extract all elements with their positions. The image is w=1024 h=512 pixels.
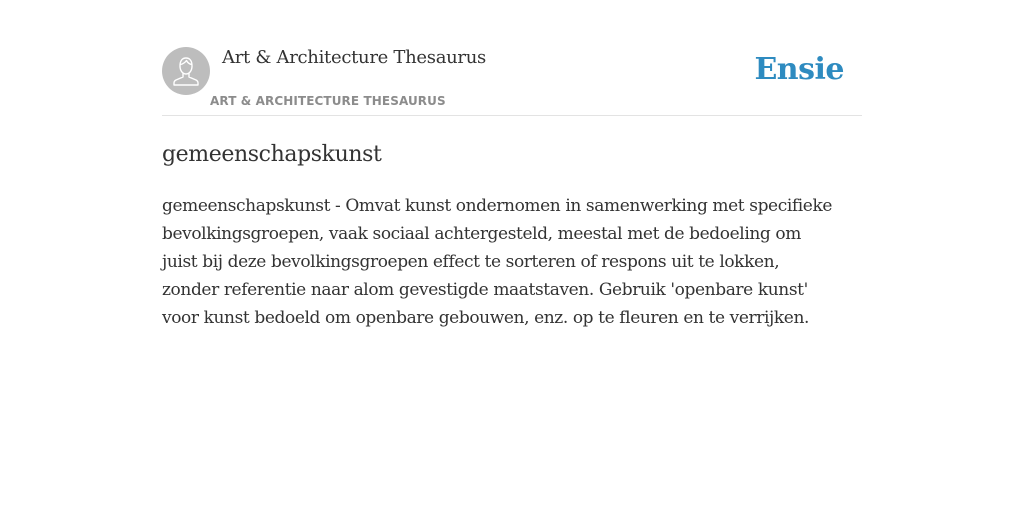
- definition-line: voor kunst bedoeld om openbare gebouwen, enz. op te fleuren en te verrijken.: [162, 308, 809, 328]
- author-name[interactable]: Art & Architecture Thesaurus: [222, 47, 486, 68]
- source-label[interactable]: ART & ARCHITECTURE THESAURUS: [210, 94, 446, 108]
- page-container: [162, 0, 862, 512]
- entry-header: [162, 0, 862, 116]
- author-avatar[interactable]: [162, 47, 210, 95]
- definition-text: [162, 192, 862, 332]
- definition-line: bevolkingsgroepen, vaak sociaal achtergesteld, meestal met de bedoeling om: [162, 224, 801, 244]
- term-title: gemeenschapskunst: [162, 142, 382, 167]
- user-icon: [162, 47, 210, 95]
- definition-line: juist bij deze bevolkingsgroepen effect te sorteren of respons uit te lokken,: [162, 252, 780, 272]
- definition-line: gemeenschapskunst - Omvat kunst ondernomen in samenwerking met specifieke: [162, 196, 833, 216]
- definition-line: zonder referentie naar alom gevestigde maatstaven. Gebruik 'openbare kunst': [162, 280, 808, 300]
- brand-logo[interactable]: Ensie: [754, 52, 844, 87]
